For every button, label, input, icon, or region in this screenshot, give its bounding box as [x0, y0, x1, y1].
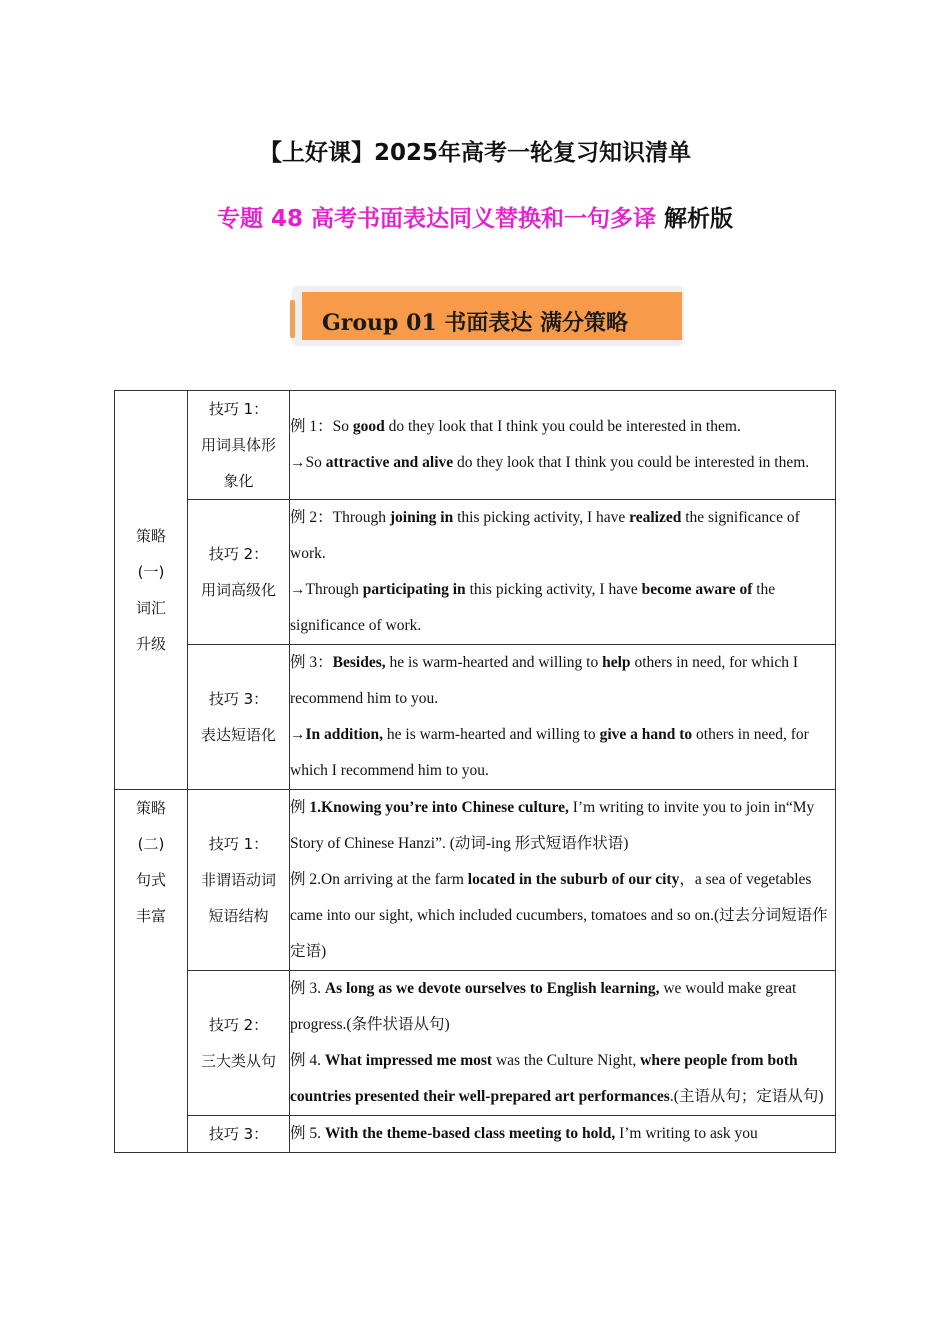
skill-cell: 技巧 2： 三大类从句 — [188, 971, 290, 1116]
example-rewrite: →Through participating in this picking activity, I have become aware of the significance of work. — [290, 581, 776, 634]
example-sentence: 例 3. As long as we devote ourselves to English learning, we would make great progress.(条件状语从句) — [290, 980, 797, 1033]
strategy-cell: 策略 (一) 词汇 升级 — [115, 391, 188, 790]
example-cell — [290, 790, 836, 971]
example-sentence: 例 5. With the theme-based class meeting to hold, I’m writing to ask you — [290, 1125, 758, 1142]
example-cell — [290, 500, 836, 645]
subtitle-topic: 专题 48 高考书面表达同义替换和一句多译 — [216, 206, 656, 232]
banner-box — [302, 292, 682, 340]
example-sentence: 例 2.On arriving at the farm located in the suburb of our city，a sea of vegetables came into our sight, which included cucumbers, tomatoes and so on.(过去分词短语作定语) — [290, 871, 828, 960]
example-cell — [290, 645, 836, 790]
example-sentence: 例 1.Knowing you’re into Chinese culture, I’m writing to invite you to join in“My Story of Chinese Hanzi”. (动词-ing 形式短语作状语) — [290, 799, 815, 852]
example-rewrite: →So attractive and alive do they look that I think you could be interested in them. — [290, 454, 810, 471]
skill-cell: 技巧 2： 用词高级化 — [188, 500, 290, 645]
banner-accent-bar — [290, 300, 295, 338]
skill-cell: 技巧 3： 表达短语化 — [188, 645, 290, 790]
group-banner — [288, 286, 686, 350]
table-row — [115, 645, 836, 790]
strategy-cell: 策略 (二) 句式 丰富 — [115, 790, 188, 1153]
example-sentence: 例 2：Through joining in this picking activity, I have realized the significance of work. — [290, 509, 800, 562]
document-subtitle — [0, 200, 950, 233]
subtitle-version: 解析版 — [656, 206, 734, 232]
table-row — [115, 500, 836, 645]
example-rewrite: →In addition, he is warm-hearted and willing to give a hand to others in need, for which I recommend him to you. — [290, 726, 809, 779]
document-title: 【上好课】2025年高考一轮复习知识清单 — [258, 140, 691, 166]
table-row — [115, 971, 836, 1116]
group-heading: Group 01 书面表达 满分策略 — [322, 310, 629, 336]
example-cell — [290, 1116, 836, 1153]
skill-cell: 技巧 3： — [188, 1116, 290, 1153]
skill-cell: 技巧 1： 用词具体形 象化 — [188, 391, 290, 500]
table-row — [115, 391, 836, 500]
skill-cell: 技巧 1： 非谓语动词 短语结构 — [188, 790, 290, 971]
example-cell — [290, 391, 836, 500]
example-sentence: 例 1：So good do they look that I think you could be interested in them. — [290, 418, 741, 435]
table-row — [115, 790, 836, 971]
strategy-table — [114, 390, 836, 1153]
example-cell — [290, 971, 836, 1116]
example-sentence: 例 4. What impressed me most was the Culture Night, where people from both countries presented their well-prepared art performances.(主语从句；定语从句) — [290, 1052, 824, 1105]
example-sentence: 例 3：Besides, he is warm-hearted and willing to help others in need, for which I recommend him to you. — [290, 654, 798, 707]
table-row — [115, 1116, 836, 1153]
